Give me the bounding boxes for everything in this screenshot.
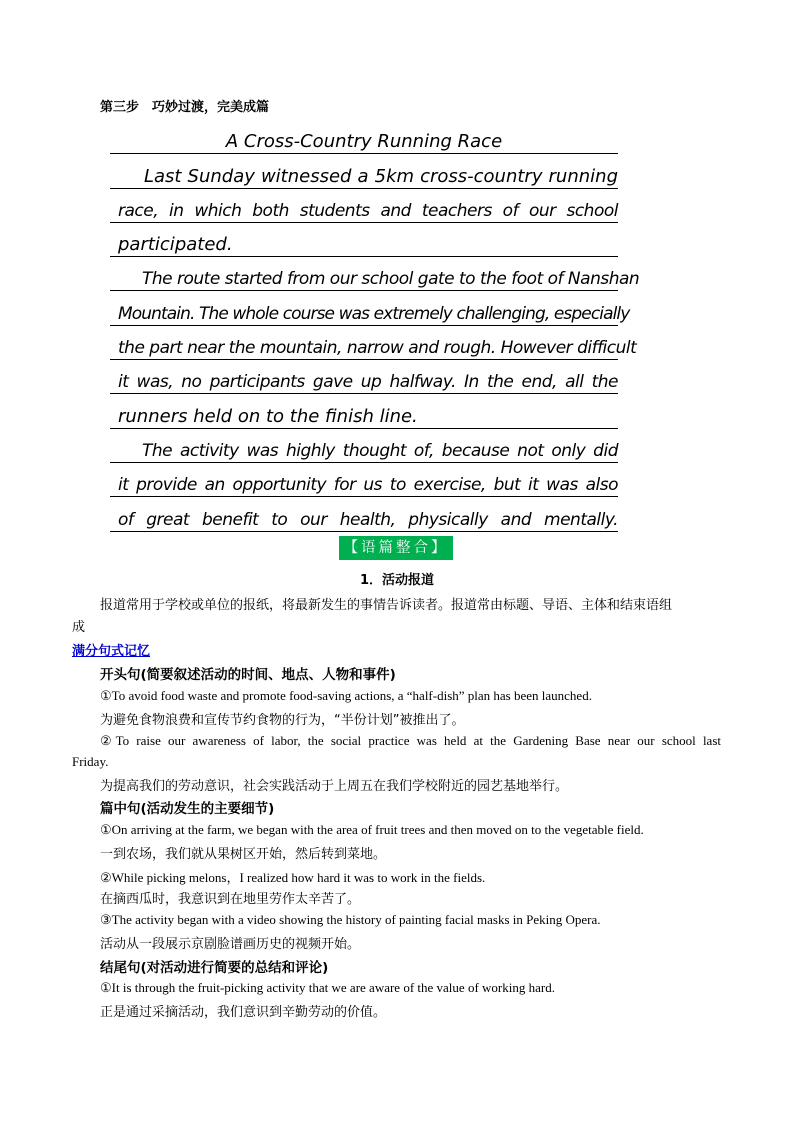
essay-line-text: it provide an opportunity for us to exercise, but it was also <box>118 475 618 496</box>
memo-heading: 满分句式记忆 <box>72 644 151 659</box>
essay-line <box>110 497 618 531</box>
ending-sentence-1-cn: 正是通过采摘活动，我们意识到辛勤劳动的价值。 <box>100 1005 387 1020</box>
opening-sentence-2-en: ②To raise our awareness of labor, the social practice was held at the Gardening Base near our school last <box>100 733 721 748</box>
essay-line-text: the part near the mountain, narrow and rough. However difficult <box>118 338 637 359</box>
middle-sentence-1-cn: 一到农场，我们就从果树区开始，然后转到菜地。 <box>100 847 387 862</box>
ending-sentence-1-en: ①It is through the fruit-picking activity that we are aware of the value of working hard. <box>100 980 555 995</box>
middle-heading: 篇中句(活动发生的主要细节) <box>100 801 275 817</box>
essay-line-text: of great benefit to our health, physically and mentally. <box>118 509 618 530</box>
opening-sentence-1-en: ①To avoid food waste and promote food-saving actions, a “half-dish” plan has been launched. <box>100 688 592 703</box>
essay-line <box>110 326 637 360</box>
opening-sentence-2-cn: 为提高我们的劳动意识，社会实践活动于上周五在我们学校附近的园艺基地举行。 <box>100 779 569 794</box>
intro-text: 报道常用于学校或单位的报纸，将最新发生的事情告诉读者。报道常由标题、导语、主体和结束语组 <box>100 598 673 613</box>
middle-sentence-1-en: ①On arriving at the farm, we began with the area of fruit trees and then moved on to the vegetable field. <box>100 822 644 837</box>
step-title: 第三步 巧妙过渡，完美成篇 <box>100 100 270 115</box>
essay-line-text: Mountain. The whole course was extremely challenging, especially <box>118 303 630 324</box>
essay-line-text: runners held on to the finish line. <box>118 405 418 427</box>
essay-line-text: Last Sunday witnessed a 5km cross-country running <box>144 165 618 187</box>
opening-sentence-2-en-cont: Friday. <box>72 754 109 769</box>
middle-sentence-2-en: ②While picking melons，I realized how hard it was to work in the fields. <box>100 870 486 885</box>
essay-line <box>110 154 618 188</box>
essay-line <box>110 429 618 463</box>
middle-sentence-2-cn: 在摘西瓜时，我意识到在地里劳作太辛苦了。 <box>100 892 361 907</box>
essay-title: A Cross-Country Running Race <box>225 131 503 153</box>
section-heading: 1．活动报道 <box>359 573 435 588</box>
essay-line <box>110 189 618 223</box>
essay-line <box>110 223 618 257</box>
essay-line-text: race, in which both students and teachers of our school <box>118 200 618 221</box>
essay-line-text: it was, no participants gave up halfway. In the end, all the <box>118 372 618 393</box>
essay-line <box>110 360 618 394</box>
section-banner: 【语篇整合】 <box>339 536 453 560</box>
middle-sentence-3-en: ③The activity began with a video showing the history of painting facial masks in Peking Opera. <box>100 912 601 927</box>
opening-heading: 开头句(简要叙述活动的时间、地点、人物和事件) <box>100 667 396 683</box>
essay-line-text: The route started from our school gate to the foot of Nanshan <box>142 269 640 290</box>
opening-sentence-1-cn: 为避免食物浪费和宣传节约食物的行为，“半份计划”被推出了。 <box>100 713 465 728</box>
essay-line-text: The activity was highly thought of, because not only did <box>142 440 618 461</box>
middle-sentence-3-cn: 活动从一段展示京剧脸谱画历史的视频开始。 <box>100 937 361 952</box>
essay-line <box>110 291 630 325</box>
intro-text-cont: 成 <box>72 620 86 635</box>
essay-title-line <box>110 120 618 154</box>
essay-line-text: participated. <box>118 234 233 256</box>
essay-line <box>110 463 618 497</box>
ending-heading: 结尾句(对活动进行简要的总结和评论) <box>100 960 329 976</box>
essay-line <box>110 394 618 428</box>
handwritten-essay <box>110 120 640 532</box>
essay-line <box>110 257 640 291</box>
